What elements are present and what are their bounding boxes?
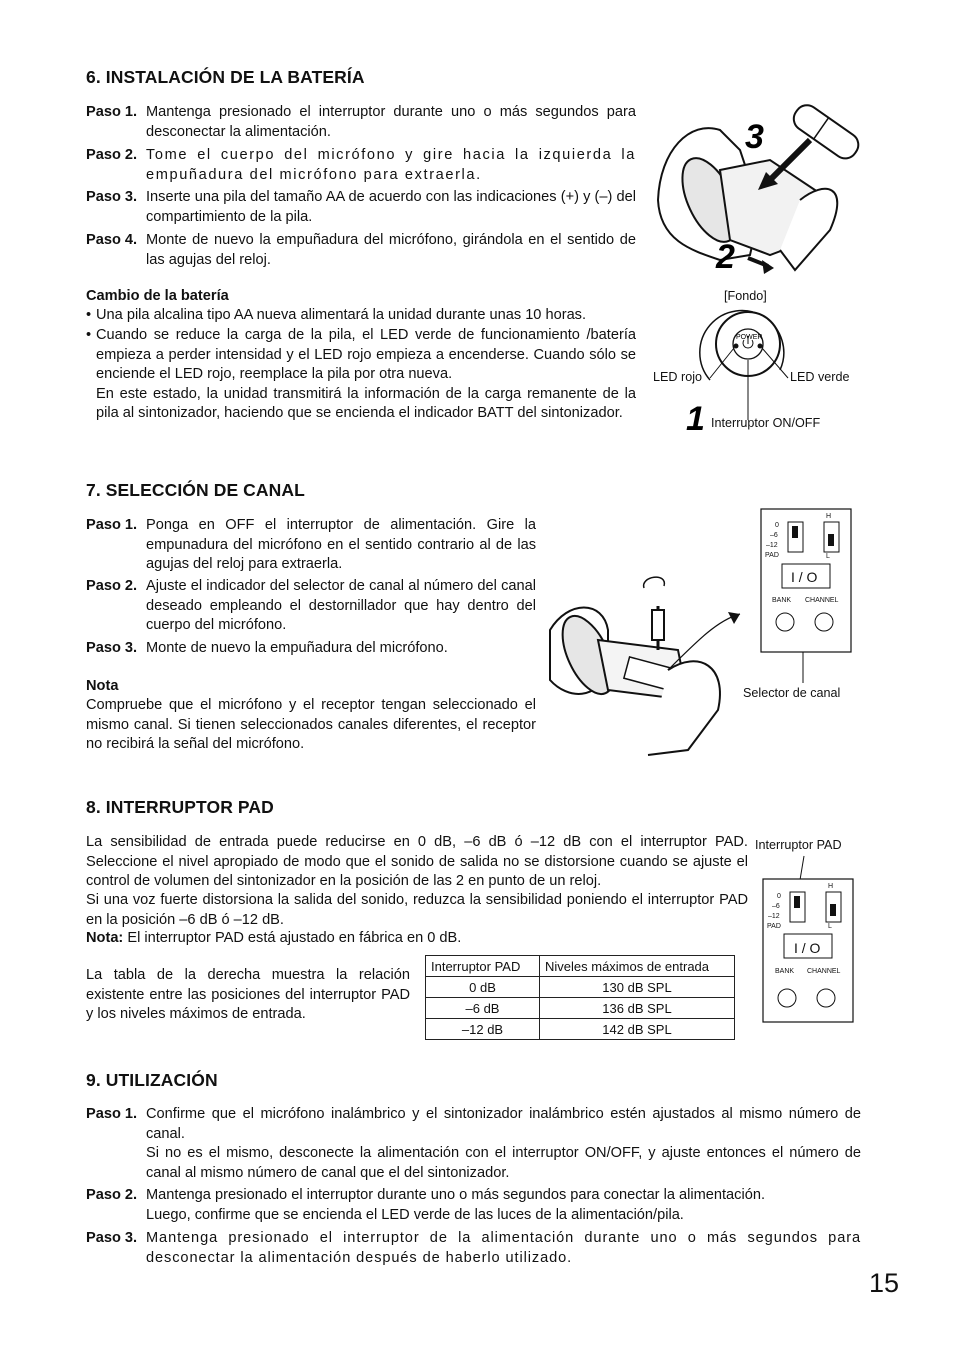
table-cell: 142 dB SPL [540, 1019, 735, 1040]
section7-heading: 7. SELECCIÓN DE CANAL [86, 480, 305, 500]
step-label: Paso 1. [86, 104, 138, 120]
channel-label: CHANNEL [807, 968, 841, 975]
step-text-line: Mantenga presionado el interruptor durante uno o más segundos para conectar la alimentación. [146, 1187, 766, 1203]
selector-label: Selector de canal [743, 686, 841, 700]
s7-step1 [86, 516, 536, 576]
figure-step-2: 2 [716, 238, 735, 276]
pad-label: PAD [767, 923, 781, 930]
table-header: Interruptor PAD [426, 956, 540, 977]
s8-table-intro: La tabla de la derecha muestra la relación existente entre las posiciones del interruptor PAD y los niveles máximos de entrada. [86, 967, 410, 1022]
step-label: Paso 3. [86, 640, 138, 656]
table-cell: 136 dB SPL [540, 998, 735, 1019]
h-label: H [828, 883, 834, 890]
step-text [146, 1105, 861, 1183]
battery-bullet-1: • Una pila alcalina tipo AA nueva alimentará la unidad durante unas 10 horas. [86, 306, 636, 326]
table-row [426, 998, 735, 1019]
step-text: Ponga en OFF el interruptor de alimentación. Gire la empunadura del micrófono en el sentido contrario al de las agujas del reloj para extraerla. [146, 517, 536, 572]
bullet-text: Cuando se reduce la carga de la pila, el LED verde de funcionamiento /batería empieza a perder intensidad y el LED rojo empieza a encenderse. Cuando sólo se enciende el LED rojo, reemplace la pila por otra nueva. [96, 327, 636, 382]
section6-heading: 6. INSTALACIÓN DE LA BATERÍA [86, 67, 365, 87]
channel-label: CHANNEL [805, 597, 839, 604]
step-label: Paso 4. [86, 232, 138, 248]
step-text: Inserte una pila del tamaño AA de acuerdo con las indicaciones (+) y (–) del compartimiento de la pila. [146, 189, 636, 225]
s7-note-title: Nota [86, 678, 119, 694]
s9-step2 [86, 1186, 861, 1226]
h-label: H [826, 513, 832, 520]
channel-figure [548, 570, 748, 760]
table-row [426, 1019, 735, 1040]
s7-step3 [86, 639, 536, 659]
s6-step2 [86, 146, 636, 186]
bank-label: BANK [775, 968, 795, 975]
pad-label: PAD [765, 552, 779, 559]
step-text: Monte de nuevo la empuñadura del micrófono. [146, 640, 448, 656]
step-text [146, 1186, 861, 1225]
s7-step2 [86, 577, 536, 637]
pad-val-12: –12 [768, 913, 780, 920]
step-text-line: Luego, confirme que se encienda el LED verde de las luces de la alimentación/pila. [146, 1206, 684, 1223]
table-cell: –6 dB [426, 998, 540, 1019]
pad-switch-label: Interruptor PAD [755, 838, 842, 852]
pad-table [425, 955, 735, 1040]
step-text: Ajuste el indicador del selector de canal al número del canal deseado empleando el destornillador que hay dentro del cuerpo del micrófono. [146, 578, 536, 633]
table-cell: 0 dB [426, 977, 540, 998]
step-text-line: Si no es el mismo, desconecte la alimentación con el interruptor ON/OFF, y ajuste entonces el número de canal al mismo número de canal que el del sintonizador. [146, 1145, 861, 1181]
pad-val-6: –6 [770, 532, 778, 539]
s6-step4 [86, 231, 636, 271]
s9-step3 [86, 1229, 861, 1269]
l-label: L [828, 923, 832, 930]
s6-step1 [86, 103, 636, 143]
step-label: Paso 2. [86, 1187, 138, 1203]
page-number: 15 [869, 1268, 900, 1298]
step-text: Mantenga presionado el interruptor durante uno o más segundos para desconectar la alimentación. [146, 104, 636, 140]
bullet-text-cont: En este estado, la unidad transmitirá la información de la carga remanente de la pila al sintonizador, haciendo que se encienda el indicador BATT del sintonizador. [96, 385, 636, 421]
pad-val-12: –12 [766, 542, 778, 549]
section9-heading: 9. UTILIZACIÓN [86, 1070, 218, 1090]
table-header: Niveles máximos de entrada [540, 956, 735, 977]
table-cell: 130 dB SPL [540, 977, 735, 998]
step-label: Paso 2. [86, 147, 138, 163]
step-label: Paso 1. [86, 1106, 138, 1122]
fondo-label: [Fondo] [724, 289, 767, 303]
step-text: Monte de nuevo la empuñadura del micrófono, girándola en el sentido de las agujas del reloj. [146, 232, 636, 268]
pad-val-0: 0 [775, 522, 779, 529]
led-rojo-label: LED rojo [653, 370, 702, 384]
bank-label: BANK [772, 597, 792, 604]
s8-note [86, 929, 748, 949]
s8-para2: Si una voz fuerte distorsiona la salida del sonido, reduzca la sensibilidad poniendo el interruptor PAD en la posición –6 dB ó –12 dB. [86, 892, 748, 928]
s8-para1: La sensibilidad de entrada puede reducirse en 0 dB, –6 dB ó –12 dB con el interruptor PAD. Seleccione el nivel apropiado de modo que el sonido de salida no se distorsione cuando se ajuste el control de volumen del sintonizador en la posición de las 2 en punto de un reloj. [86, 834, 748, 889]
pad-val-0: 0 [777, 893, 781, 900]
table-header-row [426, 956, 735, 977]
battery-change-title: Cambio de la batería [86, 288, 229, 304]
power-label: POWER [736, 334, 763, 341]
table-cell: –12 dB [426, 1019, 540, 1040]
l-label: L [826, 553, 830, 560]
step-label: Paso 1. [86, 517, 138, 533]
step-label: Paso 3. [86, 189, 138, 205]
step-text: Tome el cuerpo del micrófono y gire hacia la izquierda la empuñadura del micrófono para extraerla. [146, 147, 636, 183]
pad-val-6: –6 [772, 903, 780, 910]
note-text: El interruptor PAD está ajustado en fábrica en 0 dB. [127, 930, 462, 946]
note-label: Nota: [86, 930, 124, 946]
s9-step1 [86, 1105, 861, 1185]
led-verde-label: LED verde [790, 370, 850, 384]
figure-step-1: 1 [686, 400, 705, 438]
s6-step3 [86, 188, 636, 228]
step-label: Paso 2. [86, 578, 138, 594]
battery-figure [650, 90, 870, 275]
io-label: I / O [791, 569, 818, 585]
step-text: Mantenga presionado el interruptor de la alimentación durante uno o más segundos para desconectar la alimentación después de haberlo utilizado. [146, 1230, 861, 1266]
io-label: I / O [794, 940, 821, 956]
battery-bullet-2: • Cuando se reduce la carga de la pila, el LED verde de funcionamiento /batería empieza a perder intensidad y el LED rojo empieza a encenderse. Cuando sólo se enciende el LED rojo, reemplace la pila por otra nueva. En este estado, la unidad transmitirá la información de la carga remanente de la pila al sintonizador, haciendo que se encienda el indicador BATT del sintonizador. [86, 326, 636, 424]
section8-heading: 8. INTERRUPTOR PAD [86, 797, 274, 817]
table-row [426, 977, 735, 998]
figure-step-3: 3 [745, 118, 764, 156]
bullet-text: Una pila alcalina tipo AA nueva alimentará la unidad durante unas 10 horas. [96, 307, 587, 323]
switch-label: Interruptor ON/OFF [711, 416, 821, 430]
step-label: Paso 3. [86, 1230, 138, 1246]
step-text-line: Confirme que el micrófono inalámbrico y el sintonizador inalámbrico estén ajustados al mismo número de canal. [146, 1106, 861, 1142]
s7-note-text: Compruebe que el micrófono y el receptor tengan seleccionado el mismo canal. Si tienen seleccionados canales diferentes, el receptor no recibirá la señal del micrófono. [86, 697, 536, 752]
